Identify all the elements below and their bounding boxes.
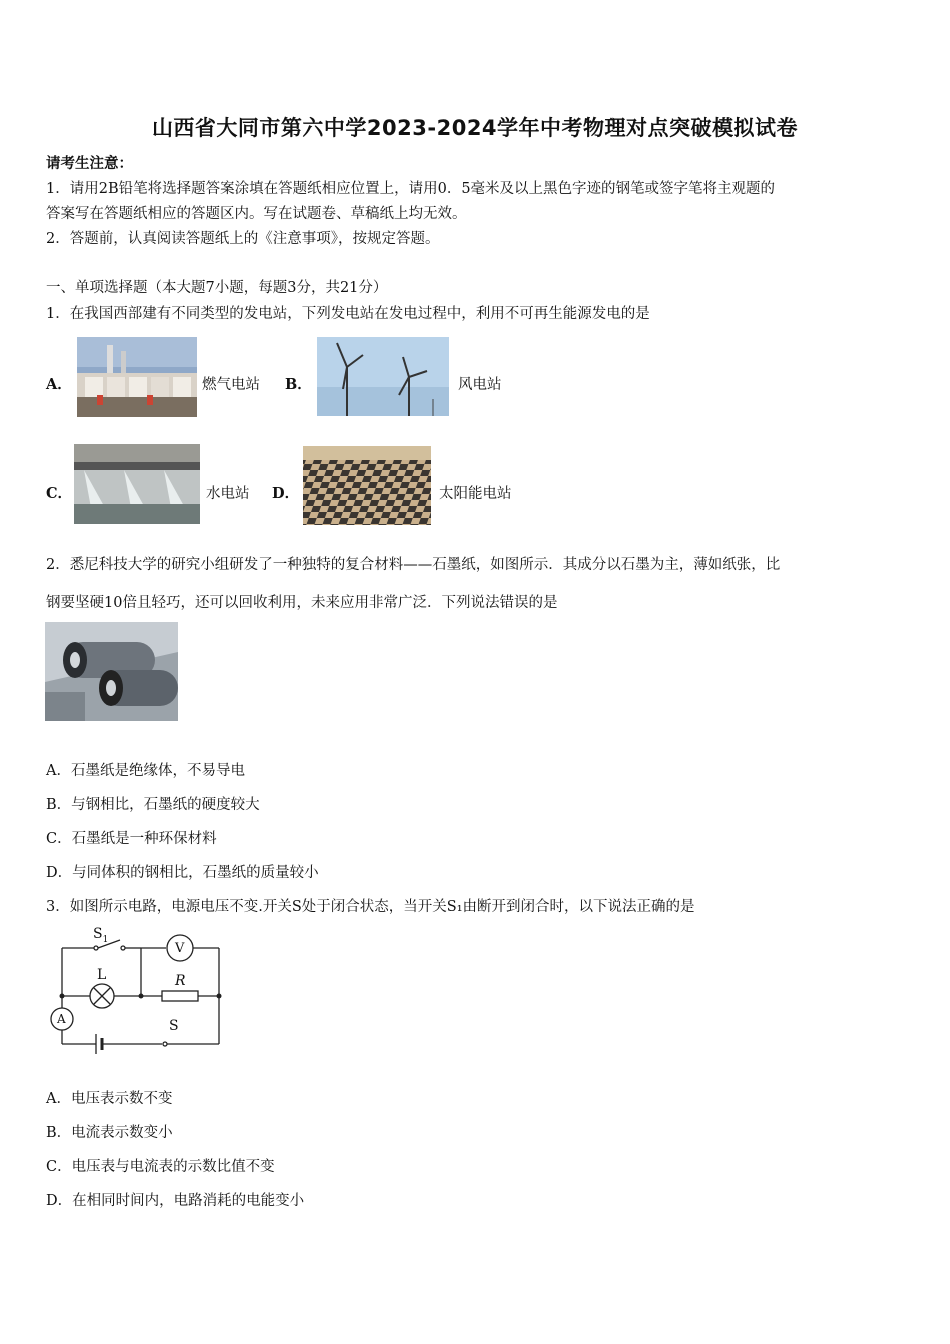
circuit-label-l: L	[97, 967, 107, 983]
page-title: 山西省大同市第六中学2023-2024学年中考物理对点突破模拟试卷	[151, 116, 799, 140]
q3-option-d: D．在相同时间内，电路消耗的电能变小	[46, 1193, 305, 1209]
q1-option-c-letter: C．	[46, 485, 73, 502]
hydro-power-station-image	[74, 444, 200, 524]
notice-heading: 请考生注意：	[46, 155, 133, 172]
q2-option-d: D．与同体积的钢相比，石墨纸的质量较小	[46, 865, 319, 881]
section-heading: 一、单项选择题（本大题7小题，每题3分，共21分）	[46, 280, 388, 296]
q1-option-b-text: 风电站	[458, 377, 502, 393]
q2-option-a: A．石墨纸是绝缘体，不易导电	[46, 763, 245, 779]
q1-option-d-letter: D．	[272, 485, 300, 502]
q1-option-a-letter: A．	[46, 376, 72, 393]
notice-line-1b: 答案写在答题纸相应的答题区内。写在试题卷、草稿纸上均无效。	[46, 206, 467, 222]
solar-power-station-image	[303, 446, 431, 525]
notice-line-2: 2．答题前，认真阅读答题纸上的《注意事项》，按规定答题。	[46, 231, 440, 247]
graphite-paper-rolls-image	[45, 622, 178, 721]
q2-stem-line-1: 2．悉尼科技大学的研究小组研发了一种独特的复合材料——石墨纸，如图所示．其成分以石墨为主，薄如纸张，比	[46, 557, 781, 573]
q1-option-d-text: 太阳能电站	[439, 486, 512, 502]
notice-line-1: 1．请用2B铅笔将选择题答案涂填在答题纸相应位置上，请用0．5毫米及以上黑色字迹的钢笔或签字笔将主观题的	[46, 181, 776, 197]
circuit-label-r: R	[175, 973, 186, 989]
q3-option-a: A．电压表示数不变	[46, 1091, 173, 1107]
wind-power-station-image	[317, 337, 449, 416]
circuit-label-s1: $S_1$	[93, 926, 109, 945]
ammeter-icon: A	[57, 1012, 66, 1026]
q3-stem: 3．如图所示电路，电源电压不变.开关S处于闭合状态，当开关S₁由断开到闭合时，以下说法正确的是	[46, 899, 695, 915]
circuit-label-s: S	[169, 1018, 179, 1034]
q3-option-c: C．电压表与电流表的示数比值不变	[46, 1159, 275, 1175]
q1-option-c-text: 水电站	[206, 486, 250, 502]
voltmeter-icon: V	[175, 941, 185, 956]
q1-option-b-letter: B．	[285, 376, 312, 393]
q2-option-b: B．与钢相比，石墨纸的硬度较大	[46, 797, 260, 813]
q1-stem: 1．在我国西部建有不同类型的发电站，下列发电站在发电过程中，利用不可再生能源发电的是	[46, 306, 650, 322]
circuit-diagram	[44, 926, 226, 1058]
q3-option-b: B．电流表示数变小	[46, 1125, 173, 1141]
gas-power-station-image	[77, 337, 197, 417]
q2-stem-line-2: 钢要坚硬10倍且轻巧，还可以回收利用，未来应用非常广泛．下列说法错误的是	[46, 595, 558, 611]
q2-option-c: C．石墨纸是一种环保材料	[46, 831, 217, 847]
q1-option-a-text: 燃气电站	[202, 377, 260, 393]
